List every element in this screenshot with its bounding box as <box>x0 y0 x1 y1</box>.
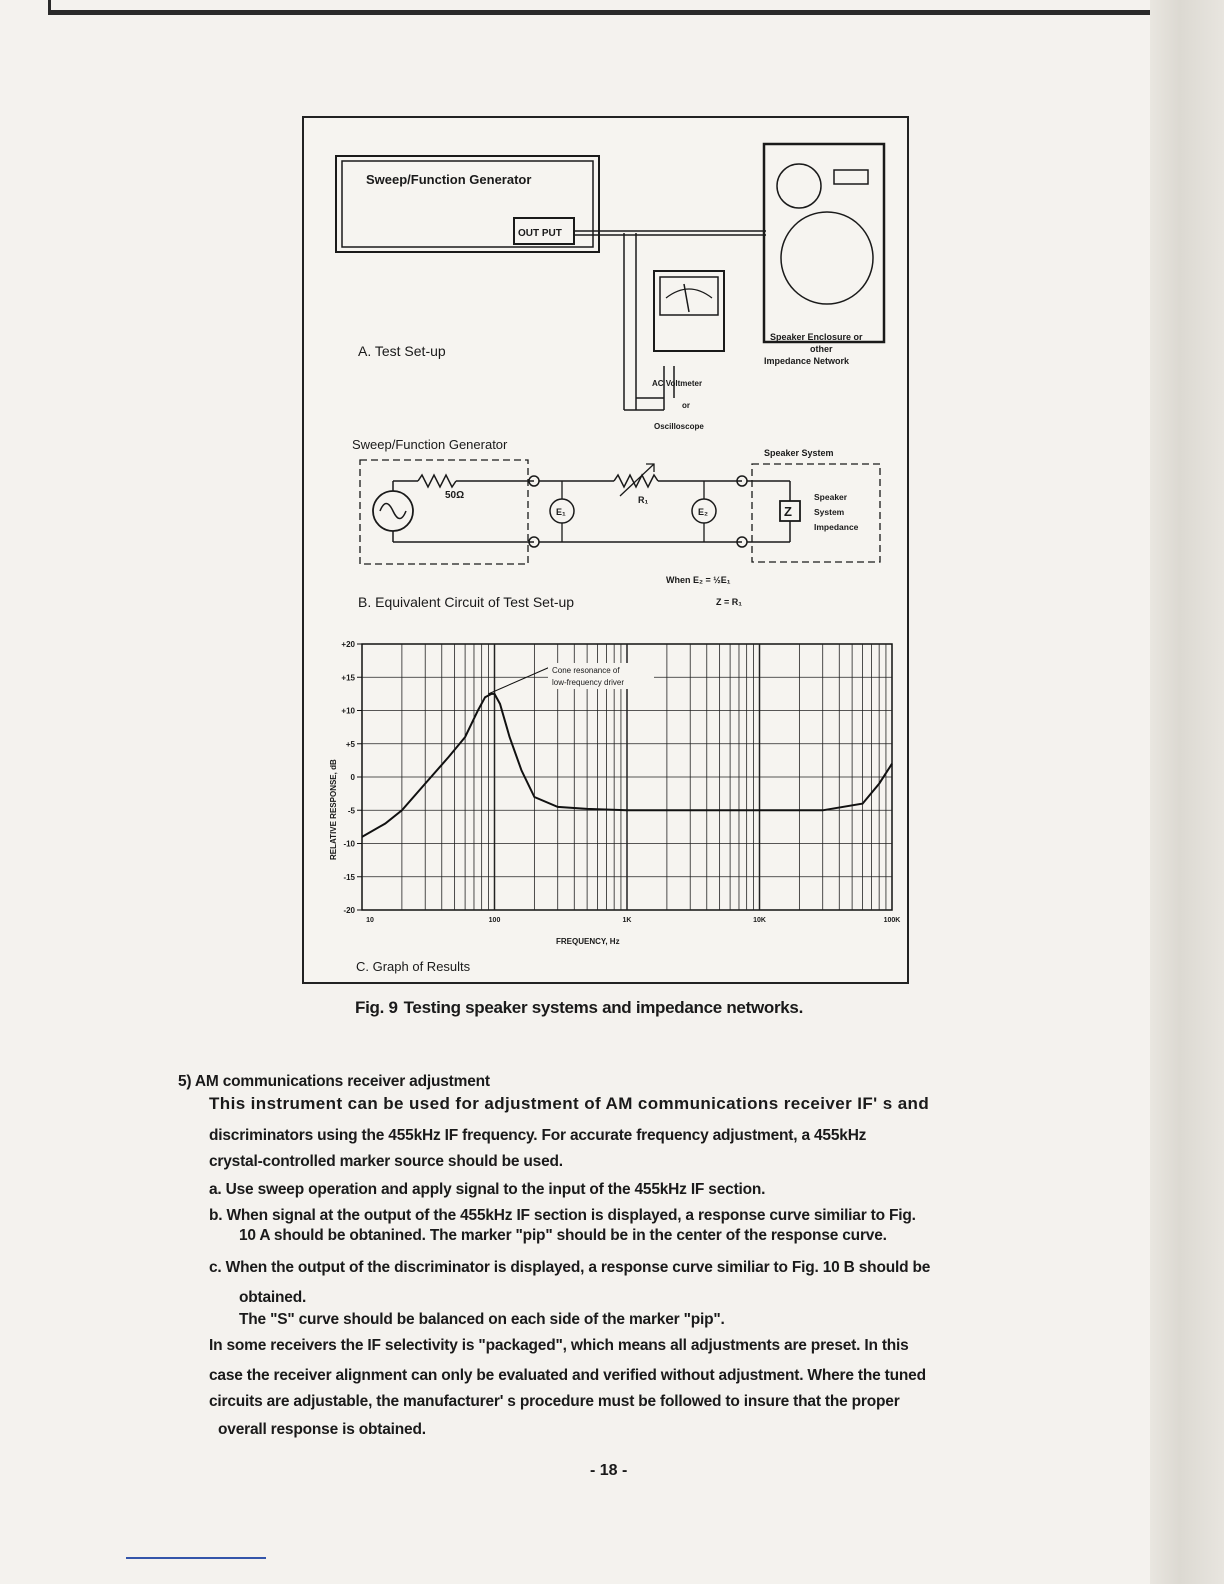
meter-label-2: or <box>682 401 690 410</box>
page-number: - 18 - <box>590 1462 628 1479</box>
page-binding-shadow <box>1150 0 1224 1584</box>
y-tick-label: -10 <box>343 839 355 849</box>
speaker-label-3: Impedance Network <box>764 356 850 366</box>
paragraph-line-1: In some receivers the IF selectivity is "packaged", which means all adjustments are preset. In this <box>209 1337 909 1354</box>
paragraph-line-2: case the receiver alignment can only be evaluated and verified without adjustment. Where the tuned <box>209 1367 926 1384</box>
condition-2: Z = R₁ <box>716 597 742 607</box>
y-tick-label: +20 <box>341 640 355 649</box>
page-top-rule <box>48 10 1160 15</box>
paragraph-line-4: overall response is obtained. <box>218 1421 426 1438</box>
speaker-woofer <box>781 212 873 304</box>
e2-label: E₂ <box>698 507 709 517</box>
y-tick-label: +15 <box>341 673 355 683</box>
paragraph-line-3: circuits are adjustable, the manufacturer' s procedure must be followed to insure that the proper <box>209 1393 900 1410</box>
circuit-generator-title: Sweep/Function Generator <box>352 437 508 452</box>
variable-resistor-label: R₁ <box>638 495 649 505</box>
impedance-label-2: System <box>814 507 845 517</box>
x-tick-label: 1K <box>622 917 632 924</box>
x-tick-label: 100 <box>488 917 501 924</box>
circuit-section-title: B. Equivalent Circuit of Test Set-up <box>358 594 575 610</box>
y-tick-label: +10 <box>341 706 355 716</box>
step-a: a. Use sweep operation and apply signal to the input of the 455kHz IF section. <box>209 1181 766 1198</box>
impedance-label-3: Impedance <box>814 522 859 532</box>
impedance-label-1: Speaker <box>814 492 848 502</box>
z-label: Z <box>784 504 792 519</box>
graph-section-title: C. Graph of Results <box>356 959 471 974</box>
setup-section-title: A. Test Set-up <box>358 343 446 359</box>
step-c-line-3: The "S" curve should be balanced on each side of the marker "pip". <box>239 1311 725 1328</box>
figure-9 <box>302 116 909 984</box>
figure-caption <box>355 998 803 1018</box>
meter-label-1: AC Voltmeter <box>652 379 703 388</box>
annotation-line-2: low-frequency driver <box>552 678 625 687</box>
figure-caption-text: Testing speaker systems and impedance networks. <box>403 998 804 1017</box>
speaker-system-title: Speaker System <box>764 448 834 458</box>
resistor-50ohm <box>418 475 456 487</box>
speaker-label-1: Speaker Enclosure or <box>770 332 863 342</box>
intro-line-3: crystal-controlled marker source should be used. <box>209 1153 563 1170</box>
generator-title: Sweep/Function Generator <box>366 172 532 187</box>
step-c-line-2: obtained. <box>239 1289 307 1306</box>
voltmeter-needle <box>684 284 689 312</box>
e1-label: E₁ <box>556 507 566 517</box>
x-axis-label: FREQUENCY, Hz <box>556 937 620 946</box>
intro-line-2: discriminators using the 455kHz IF frequency. For accurate frequency adjustment, a 455kHz <box>209 1127 867 1144</box>
annotation-line-1: Cone resonance of <box>552 666 620 675</box>
bottom-rule <box>126 1557 266 1559</box>
y-tick-label: -20 <box>343 906 355 915</box>
speaker-tweeter <box>777 164 821 208</box>
figure-svg <box>304 118 911 986</box>
y-tick-label: -15 <box>343 872 355 882</box>
step-b-line-1: b. When signal at the output of the 455kHz IF section is displayed, a response curve similiar to Fig. <box>209 1207 916 1224</box>
speaker-enclosure <box>764 144 884 342</box>
x-tick-label: 10 <box>366 917 374 924</box>
x-tick-label: 10K <box>753 917 766 924</box>
speaker-port <box>834 170 868 184</box>
y-tick-label: -5 <box>347 806 355 816</box>
y-tick-label: +5 <box>345 739 355 749</box>
resistor-label: 50Ω <box>445 490 465 501</box>
intro-line-1: This instrument can be used for adjustment of AM communications receiver IF' s and <box>209 1094 930 1113</box>
annotation-leader <box>488 667 550 694</box>
condition-1: When E₂ = ½E₁ <box>666 575 731 585</box>
speaker-label-2: other <box>810 344 833 354</box>
meter-label-3: Oscilloscope <box>654 422 704 431</box>
y-axis-label: RELATIVE RESPONSE, dB <box>329 759 338 860</box>
step-b-line-2: 10 A should be obtanined. The marker "pip" should be in the center of the response curve. <box>239 1227 887 1244</box>
output-jack-label: OUT PUT <box>518 228 562 239</box>
equivalent-circuit <box>360 460 880 564</box>
figure-caption-label: Fig. 9 <box>355 998 398 1017</box>
y-tick-label: 0 <box>350 773 355 782</box>
section-heading: 5) AM communications receiver adjustment <box>178 1073 490 1090</box>
step-c-line-1: c. When the output of the discriminator is displayed, a response curve similiar to Fig. 10 B should be <box>209 1259 931 1276</box>
x-tick-label: 100K <box>883 917 901 924</box>
